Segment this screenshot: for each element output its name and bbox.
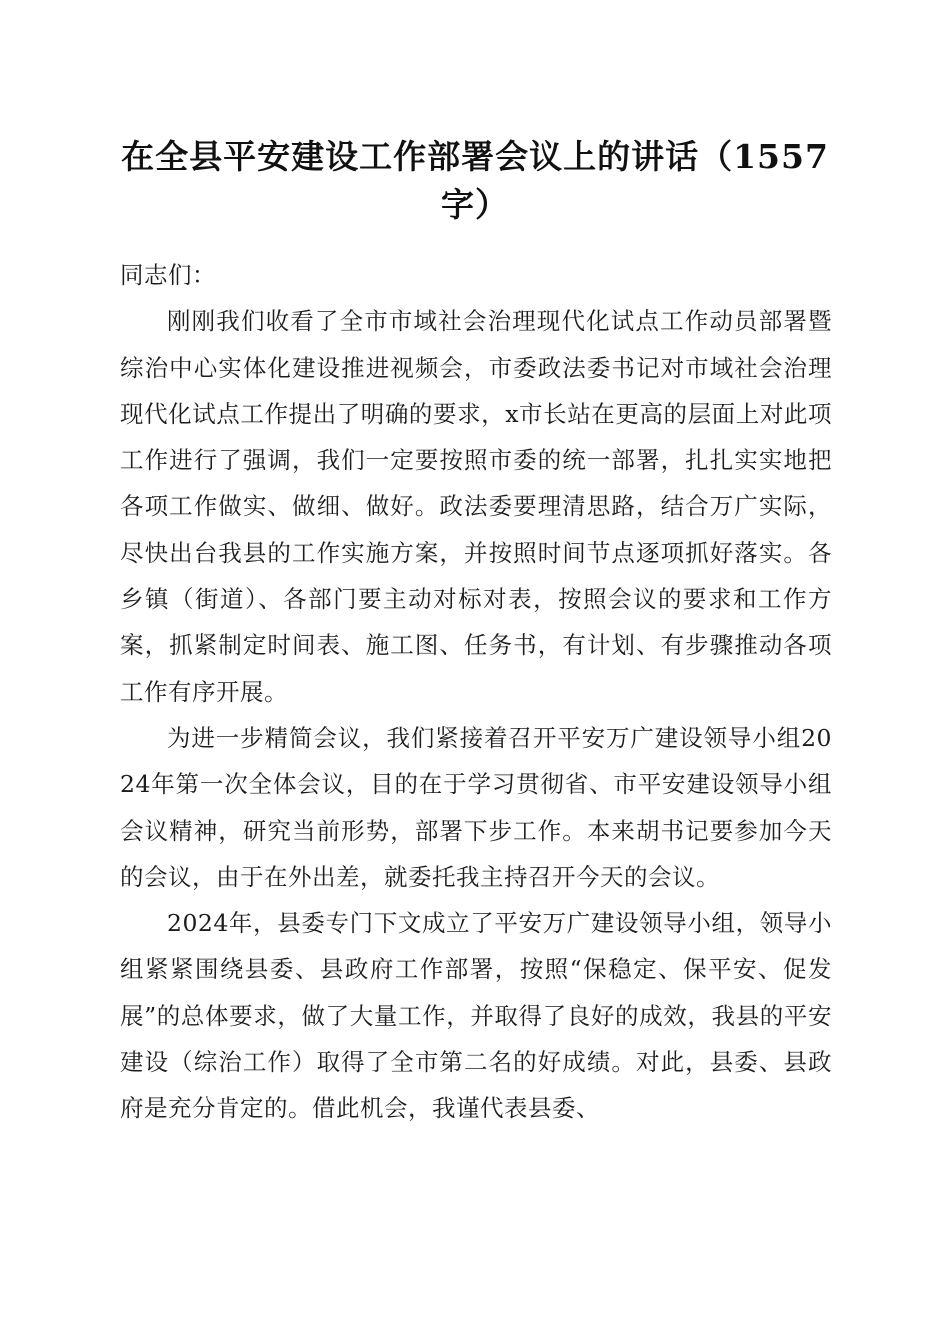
document-title: 在全县平安建设工作部署会议上的讲话（1557字） xyxy=(121,137,829,224)
paragraph-1: 刚刚我们收看了全市市域社会治理现代化试点工作动员部署暨综治中心实体化建设推进视频会，市委政法委书记对市域社会治理现代化试点工作提出了明确的要求，x市长站在更高的层面上对此项工作进行了强调，我们一定要按照市委的统一部署，扎扎实实地把各项工作做实、做细、做好。政法委要理清思路，结合万广实际，尽快出台我县的工作实施方案，并按照时间节点逐项抓好落实。各乡镇（街道）、各部门要主动对标对表，按照会议的要求和工作方案，抓紧制定时间表、施工图、任务书，有计划、有步骤推动各项工作有序开展。 xyxy=(120,307,832,706)
paragraph-2: 为进一步精简会议，我们紧接着召开平安万广建设领导小组2024年第一次全体会议，目的在于学习贯彻省、市平安建设领导小组会议精神，研究当前形势，部署下步工作。本来胡书记要参加今天的会议，由于在外出差，就委托我主持召开今天的会议。 xyxy=(120,723,832,891)
document-body xyxy=(120,252,832,1132)
paragraph-3: 2024年，县委专门下文成立了平安万广建设领导小组，领导小组紧紧围绕县委、县政府工作部署，按照“保稳定、保平安、促发展”的总体要求，做了大量工作，并取得了良好的成效，我县的平安建设（综治工作）取得了全市第二名的好成绩。对此，县委、县政府是充分肯定的。借此机会，我谨代表县委、 xyxy=(120,909,832,1123)
salutation: 同志们： xyxy=(120,261,216,289)
